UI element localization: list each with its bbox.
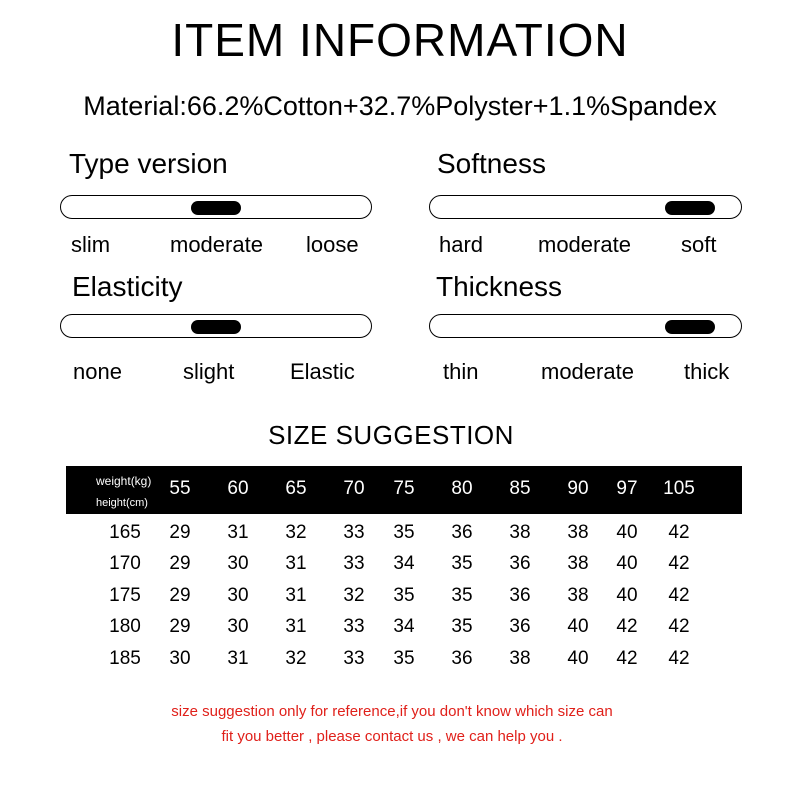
size-cell: 38 bbox=[509, 648, 531, 669]
size-cell: 36 bbox=[451, 522, 473, 543]
size-cell: 31 bbox=[285, 585, 307, 606]
weight-header: weight(kg) bbox=[96, 474, 152, 488]
size-cell: 40 bbox=[567, 616, 589, 637]
size-cell: 38 bbox=[567, 585, 589, 606]
size-table-header bbox=[66, 466, 742, 514]
size-cell: 38 bbox=[567, 522, 589, 543]
weight-col-header: 80 bbox=[451, 478, 473, 499]
size-cell: 35 bbox=[393, 585, 415, 606]
size-cell: 30 bbox=[227, 553, 249, 574]
page-title: ITEM INFORMATION bbox=[171, 14, 629, 66]
size-cell: 42 bbox=[668, 616, 690, 637]
elasticity-knob bbox=[191, 320, 241, 334]
weight-col-header: 70 bbox=[343, 478, 365, 499]
height-row-label: 170 bbox=[109, 553, 141, 574]
weight-col-header: 65 bbox=[285, 478, 307, 499]
thickness-label-thin: thin bbox=[443, 359, 479, 384]
size-cell: 29 bbox=[169, 585, 191, 606]
size-suggestion-title: SIZE SUGGESTION bbox=[268, 420, 514, 450]
size-cell: 34 bbox=[393, 553, 415, 574]
size-cell: 42 bbox=[616, 648, 638, 669]
size-cell: 35 bbox=[451, 616, 473, 637]
type-version-label-loose: loose bbox=[306, 232, 359, 257]
size-cell: 35 bbox=[393, 648, 415, 669]
elasticity-slider bbox=[60, 314, 372, 338]
weight-col-header: 55 bbox=[169, 478, 191, 499]
size-cell: 33 bbox=[343, 553, 365, 574]
size-cell: 42 bbox=[668, 522, 690, 543]
size-cell: 36 bbox=[509, 585, 531, 606]
softness-title: Softness bbox=[437, 148, 546, 179]
size-cell: 31 bbox=[227, 522, 249, 543]
weight-col-header: 85 bbox=[509, 478, 531, 499]
size-cell: 40 bbox=[616, 585, 638, 606]
size-cell: 30 bbox=[169, 648, 191, 669]
size-cell: 38 bbox=[509, 522, 531, 543]
note-line-1: size suggestion only for reference,if you don't know which size can bbox=[171, 703, 613, 720]
size-cell: 32 bbox=[285, 522, 307, 543]
size-cell: 29 bbox=[169, 616, 191, 637]
size-cell: 36 bbox=[509, 553, 531, 574]
size-cell: 38 bbox=[567, 553, 589, 574]
size-cell: 35 bbox=[393, 522, 415, 543]
weight-col-header: 60 bbox=[227, 478, 249, 499]
size-cell: 33 bbox=[343, 648, 365, 669]
elasticity-label-elastic: Elastic bbox=[290, 359, 355, 384]
size-cell: 33 bbox=[343, 522, 365, 543]
size-cell: 31 bbox=[285, 616, 307, 637]
size-cell: 34 bbox=[393, 616, 415, 637]
thickness-knob bbox=[665, 320, 715, 334]
note-line-2: fit you better , please contact us , we can help you . bbox=[221, 728, 563, 745]
type-version-label-slim: slim bbox=[71, 232, 111, 257]
weight-col-header: 105 bbox=[663, 478, 695, 499]
size-cell: 32 bbox=[285, 648, 307, 669]
height-row-label: 185 bbox=[109, 648, 141, 669]
size-cell: 40 bbox=[616, 553, 638, 574]
size-cell: 40 bbox=[616, 522, 638, 543]
size-cell: 33 bbox=[343, 616, 365, 637]
type-version-knob bbox=[191, 201, 241, 215]
size-cell: 35 bbox=[451, 553, 473, 574]
size-cell: 36 bbox=[509, 616, 531, 637]
elasticity-title: Elasticity bbox=[72, 271, 183, 302]
softness-knob bbox=[665, 201, 715, 215]
height-row-label: 175 bbox=[109, 585, 141, 606]
size-cell: 29 bbox=[169, 522, 191, 543]
softness-label-hard: hard bbox=[439, 232, 484, 257]
thickness-label-moderate: moderate bbox=[541, 359, 634, 384]
size-cell: 32 bbox=[343, 585, 365, 606]
size-cell: 40 bbox=[567, 648, 589, 669]
weight-col-header: 75 bbox=[393, 478, 415, 499]
type-version-label-moderate: moderate bbox=[170, 232, 263, 257]
size-cell: 35 bbox=[451, 585, 473, 606]
height-header: height(cm) bbox=[96, 497, 148, 509]
size-cell: 30 bbox=[227, 616, 249, 637]
weight-col-header: 90 bbox=[567, 478, 589, 499]
thickness-title: Thickness bbox=[436, 271, 563, 302]
thickness-label-thick: thick bbox=[684, 359, 730, 384]
elasticity-label-slight: slight bbox=[183, 359, 235, 384]
size-cell: 36 bbox=[451, 648, 473, 669]
thickness-slider bbox=[429, 314, 742, 338]
softness-label-moderate: moderate bbox=[538, 232, 631, 257]
size-cell: 42 bbox=[668, 648, 690, 669]
height-row-label: 165 bbox=[109, 522, 141, 543]
weight-col-header: 97 bbox=[616, 478, 638, 499]
size-cell: 31 bbox=[227, 648, 249, 669]
size-cell: 42 bbox=[668, 553, 690, 574]
size-cell: 29 bbox=[169, 553, 191, 574]
type-version-title: Type version bbox=[69, 148, 228, 179]
elasticity-label-none: none bbox=[73, 359, 122, 384]
size-cell: 42 bbox=[616, 616, 638, 637]
size-cell: 31 bbox=[285, 553, 307, 574]
softness-label-soft: soft bbox=[681, 232, 717, 257]
softness-slider bbox=[429, 195, 742, 219]
material-info: Material:66.2%Cotton+32.7%Polyster+1.1%Spandex bbox=[83, 91, 717, 121]
size-cell: 42 bbox=[668, 585, 690, 606]
type-version-slider bbox=[60, 195, 372, 219]
height-row-label: 180 bbox=[109, 616, 141, 637]
size-cell: 30 bbox=[227, 585, 249, 606]
